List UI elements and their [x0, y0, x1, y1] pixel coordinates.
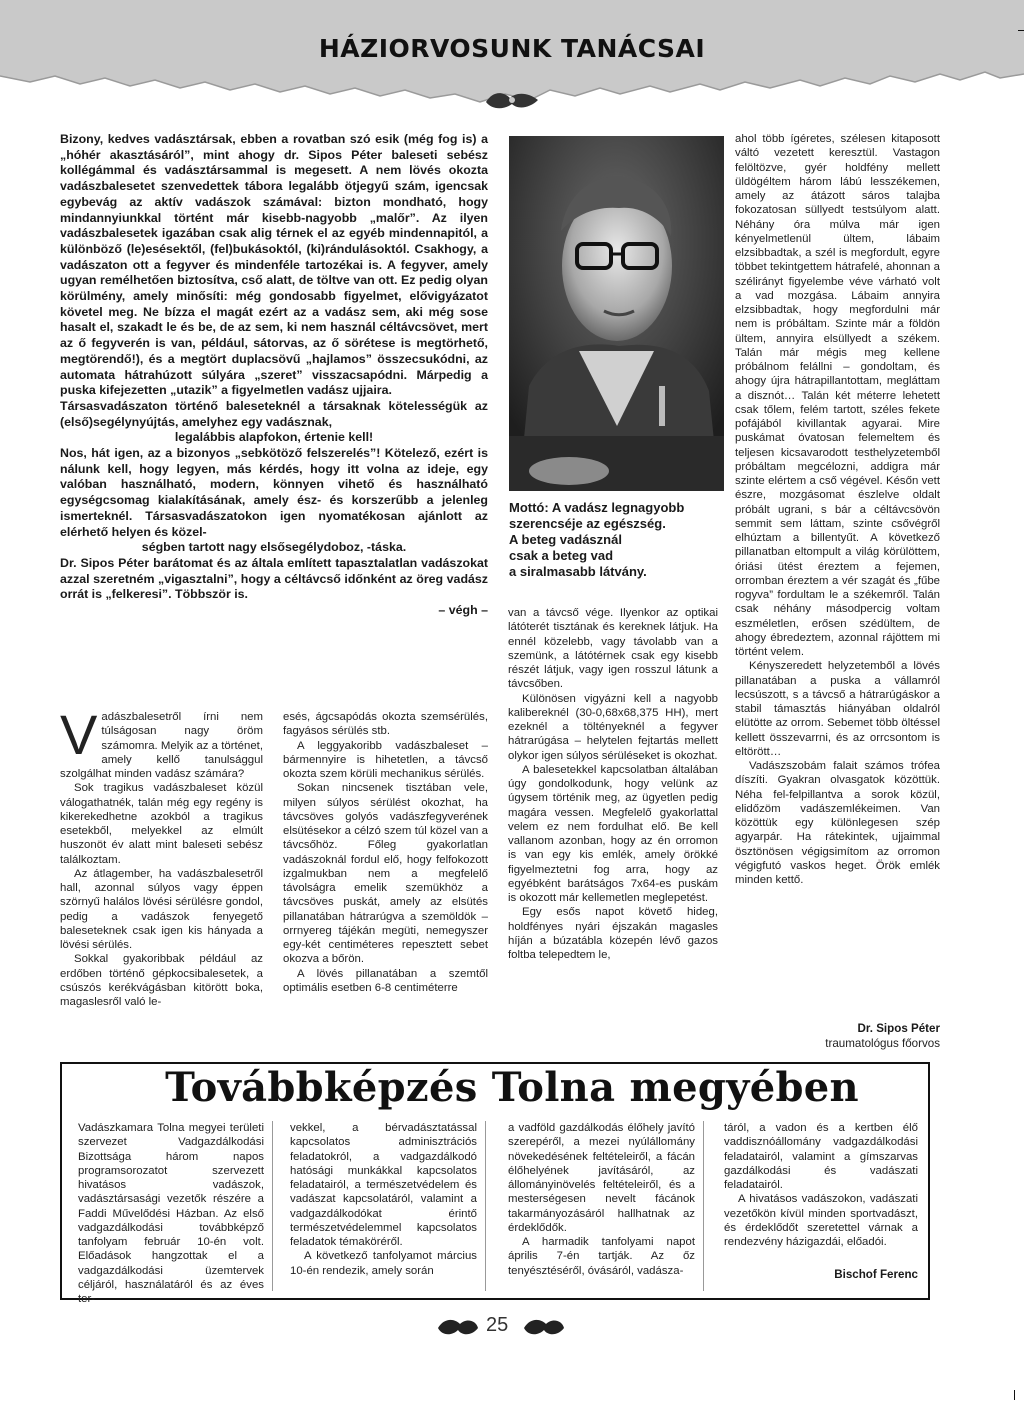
article-paragraph: esés, ágcsapódás okozta szemsérülés, fagyásos sérülés stb. — [283, 711, 488, 738]
intro-paragraph: Bizony, kedves vadásztársak, ebben a rovatban szó esik (még fog is) a „hóhér akasztásáról”, mint ahogy dr. Sipos Péter baleseti sebész kollégámmal és vadásztársammal is megesett. A nem lövés okozta vadászbalesetet szenvedettek tábora legalább ötjegyű szám, igencsak egybevág az aktív vadászok számával: bizton mondható, hogy mindannyiunkkal történt már kisebb-nagyobb „malőr”. Az ilyen vadászbalesetek igazában csak alig térnek el az egyéb mindennapitól, a különböző (le)esésektől, (fel)bukásoktól, (ki)rándulásoktól. Csakhogy, a vadászaton ott a fegyver és mindenféle tartozékai is. A fegyver, amely ugyan remélhetően biztosítva, cső alatt, de töltve van ott. Ez pedig olyan körülmény, amely minősíti: még gondosabb figyelmet, elővigyázatot követel meg. Ne bízza el magát ezért az a vadász sem, aki még sose hasalt el, szakadt le és be, de az sem, ki nem használ céltávcsövet, mert az ő fegyverén is van, például, sátorvas, az ő sörétese is megtörhető, megtörendő!), és a megtört duplacsövű „hajlamos” összecsukódni, az automata hátrahúzott súlyára „szeret” visszacsapódni. Márpedig a puska kifejezetten „utazik” a figyelmetlen vadász ujjaira. — [60, 132, 488, 398]
article-paragraph: A balesetekkel kapcsolatban általában úgy gondolkodunk, hogy velünk az úgysem történik meg, az ügyetlen pedig magára vessen. Megfelelő gyakorlattal velem ez nem fordulhat elő. Be kell vallanom azonban, hogy az én orromon is van egy kis emlék, amely örökké figyelmeztetni fog arra, hogy az egyébként barátságos 7x64-es puskám is okozott már kellemetlen meglepetést. — [508, 763, 718, 904]
box-column-4 — [724, 1121, 918, 1271]
intro-paragraph-center: legalábbis alapfokon, értenie kell! — [174, 430, 374, 445]
intro-signoff: – végh – — [438, 603, 488, 618]
article-paragraph: Egy esős napot követő hideg, holdfényes nyári éjszakán magasles híján a búzatábla közepén lévő gazos foltba telepedtem le, — [508, 906, 718, 961]
article-paragraph: Különösen vigyázni kell a nagyobb kalibereknél (30-0,68x68,375 HH), mert ezeknél a töltényeknél a fegyver hátrarúgása – helytelen fejtartás mellett olykor igen súlyos sérüléseket is okozhat. — [508, 692, 718, 762]
page-footer — [0, 1312, 1024, 1342]
box-column-2 — [290, 1121, 486, 1291]
article-paragraph: van a távcső vége. Ilyenkor az optikai látóterét tisztának és kereknek látjuk. Ha ennél közelebb, vagy távolabb van a szemünk, a látótérnek csak egy kisebb részét látjuk, vagy igen rosszul látunk a távcsőben. — [508, 607, 718, 691]
crop-mark — [1014, 1390, 1015, 1400]
article-paragraph: adászbalesetről írni nem túlságosan nagy öröm számomra. Melyik az a történet, amely kellő tanulsággul szolgálhat minden vadász számára? — [60, 711, 263, 780]
motto-line: A beteg vadásznál — [509, 532, 622, 547]
box-paragraph: táról, a vadon és a kertben élő vaddisznóállomány vadgazdálkodási feladatairól, valamint a gímszarvas gazdálkodási és vadászati feladatairól. — [724, 1122, 918, 1191]
oak-leaf-icon — [482, 88, 542, 112]
author-name: Dr. Sipos Péter — [857, 1022, 940, 1035]
box-title: Továbbképzés Tolna megyében — [165, 1064, 859, 1111]
article-paragraph: ahol több ígéretes, szélesen kitaposott váltó vezetett keresztül. Vastagon felöltözve, gyér holdfény mellett üldögéltem három lábú lesszékemen, amely az átázott sáros talajba fokozatosan süllyedt testsúlyom alatt. Néhány óra múlva már igen kényelmetlenül ültem, lábaim elzsibbadtak, a szél is megfordult, egyre többet tekintgettem hátrafelé, ahonnan a szélirányt figyelembe véve várható volt a vad mozgása. Lábaim annyira elzsibbadtak, hogy megfordulni már nem is próbáltam. Szinte már a földön ültem, annyira elsüllyedt a székem. Talán már mégis meg kellene próbálnom felállni – gondoltam, és ahogy újra hátrapillantottam, megláttam a disznót… Talán két méterre lehetett csak tőlem, felém tartott, széles fekete pofájából kivillantak agyarai. Mire puskámat óvatosan felemeltem és teljesen kicsavarodott testhelyzetemből próbáltam megcélozni, addigra már szinte elértem a cső végével. Későn vett észre, mozgásomat észlelve oldalt próbált ugrani, s bár a céltávcsövön semmit sem láttam, szinte csővégről elhúztam a billentyűt. A következő pillanatban eltompult a világ körülöttem, óriási ütést éreztem a fejemen, orromban éreztem a vér szagát és „fűbe rogyva” fordultam le a székemről. Talán csak néhány másodpercig voltam eszméletlen, erősen szédültem, de ahogy ébredeztem, azonnal rájöttem mi történt velem. — [735, 133, 940, 658]
crop-mark — [1018, 30, 1024, 31]
motto-line: a siralmasabb látvány. — [509, 564, 647, 579]
intro-paragraph-center: ségben tartott nagy elsősegélydoboz, -táska. — [141, 540, 407, 555]
motto-line: Mottó: A vadász legnagyobb — [509, 500, 685, 515]
article-paragraph: Vadászszobám falait számos trófea díszíti. Gyakran olvasgatok közöttük. Néha fel-felpillantva a sorok közül, elidőzöm vadászemlékeimen. Van közöttük egy különlegesen szép agyarpár. Ha rátekintek, ujjaimmal ösztönösen végigsimítom az orromon végigfutó vaskos heget. Örök emlék minden kettő. — [735, 760, 940, 886]
article-paragraph: A lövés pillanatában a szemtől optimális esetben 6-8 centiméterre — [283, 967, 488, 994]
box-column-1 — [78, 1121, 273, 1305]
article-column-4 — [735, 132, 940, 1034]
box-paragraph: A hivatásos vadászokon, vadászati vezetőkön kívül minden sportvadászt, és érdeklődőt szeretettel várnak a rendezvény házigazdái, előadói. — [724, 1193, 918, 1248]
article-paragraph: Az átlagember, ha vadászbalesetről hall, azonnal súlyos vagy éppen szörnyű halálos lövési sérülésre gondol, pedig a vadászok fenyegető baleseteknek csak igen kis hányada a lövési sérülés. — [60, 867, 263, 951]
intro-paragraph: Társasvadászaton történő baleseteknél a társaknak kötelességük az (első)segélynyújtás, amelyhez egy vadásznak, — [60, 398, 488, 429]
article-paragraph: Sokkal gyakoribbak például az erdőben történő gépkocsibalesetek, a csúszós kerékvágásban kitörött boka, magaslesről való le- — [60, 953, 263, 1008]
intro-paragraph: Nos, hát igen, az a bizonyos „sebkötöző felszerelés”! Kötelező, ezért is nálunk kell, hogy legyen, más kérdés, hogy itt volna az ideje, egy valóban használható, modern, könnyen vihető és használható egységcsomag kialakításának, amely ész- és korszerűbb a jelenleg ismerteknél. Társasvadászatokon igen nyomatékosan ajánlott az elérhető helyen és közel- — [60, 446, 488, 539]
intro-paragraph: Dr. Sipos Péter barátomat és az általa említett tapasztalatlan vadászokat azzal szeretném „vigasztalni”, hogy a céltávcső időnként az öreg vadász orrát is „felkeresi”. Többször is. — [60, 555, 488, 602]
article-column-1 — [60, 703, 263, 1055]
box-paragraph: A következő tanfolyamot március 10-én rendezik, amely során — [290, 1250, 477, 1277]
intro-text — [60, 132, 488, 697]
article-paragraph: Kényszeredett helyzetemből a lövés pillanatában a puska a vállamról lecsúszott, s a távcső a hátrarúgáskor a stabil támasztás hiányában oldalról elütötte az orrom. Sebemet több öltéssel kellett összevarrni, és az orrcsontom is eltörött… — [735, 660, 940, 758]
article-column-2 — [283, 710, 488, 1055]
box-signature: Bischof Ferenc — [834, 1268, 918, 1281]
box-paragraph: a vadföld gazdálkodás élőhely javító szerepéről, a mezei nyúlállomány növekedésének feltételeiről, a fácán élőhelyének javításáról, az állományinövelés feltételeiről, és a mesterségesen nevelt fácánok takarmányozásáról hallhatnak az érdeklődők. — [508, 1122, 695, 1234]
motto-line: szerencséje az egészség. — [509, 516, 666, 531]
box-paragraph: A harmadik tanfolyami napot április 7-én tartják. Az őz tenyésztéséről, óvásáról, vadásza- — [508, 1236, 695, 1277]
box-paragraph: vekkel, a bérvadásztatással kapcsolatos adminisztrációs feladatokról, a vadgazdálkodó hatósági munkákkal kapcsolatos feladatairól, a természetvédelem és vadászat kapcsolatáról, valamint a vadgazdálkodókat érintő természetvédelemmel kapcsolatos feladatok témaköréről. — [290, 1122, 477, 1248]
drop-cap: V — [60, 703, 98, 766]
motto — [509, 500, 724, 580]
oak-leaf-icon — [436, 1316, 480, 1338]
author-role: traumatológus főorvos — [825, 1037, 940, 1050]
article-paragraph: Sok tragikus vadászbaleset közül válogathatnék, talán még egy regény is kikerekedhetne azokból a tragikus esetekből, melyekkel az elmúlt huszonöt év alatt mint baleseti sebész találkoztam. — [60, 782, 263, 866]
box-column-3 — [508, 1121, 704, 1291]
section-title: HÁZIORVOSUNK TANÁCSAI — [318, 34, 706, 63]
article-paragraph: A leggyakoribb vadászbaleset – bármennyire is hihetetlen, a távcső okozta szem körüli mechanikus sérülés. — [283, 739, 488, 780]
page-number: 25 — [486, 1314, 509, 1336]
article-column-3 — [508, 606, 718, 1056]
oak-leaf-icon — [522, 1316, 566, 1338]
motto-line: csak a beteg vad — [509, 548, 614, 563]
article-paragraph: Sokan nincsenek tisztában vele, milyen súlyos sérülést okozhat, ha távcsöves golyós vadászfegyverének elsütésekor a célzó szem túl közel van a távcsőhöz. Főleg gyakorlatlan vadászoknál fordul elő, hogy felfokozott izgalmukban nem a megfelelő távolságra emelik szemükhöz a távcsöves puskát, amely az elsütés pillanatában hátrarúgva a szemöldök – orrnyereg tájékán megüti, nemegyszer egy-két centiméteres repesztett sebet okozva a bőrön. — [283, 782, 488, 966]
portrait-photo — [509, 136, 724, 491]
box-paragraph: Vadászkamara Tolna megyei területi szervezet Vadgazdálkodási Bizottsága három napos programsorozatot szervezett hivatásos vadászok, vadásztársasági vezetők részére a Faddi Művelődési Házban. Az első vadgazdálkodási továbbképző tanfolyam február 10-én volt. Előadások hangzottak el a vadgazdálkodási üzemtervek céljáról, használatáról és az éves ter- — [78, 1122, 264, 1305]
